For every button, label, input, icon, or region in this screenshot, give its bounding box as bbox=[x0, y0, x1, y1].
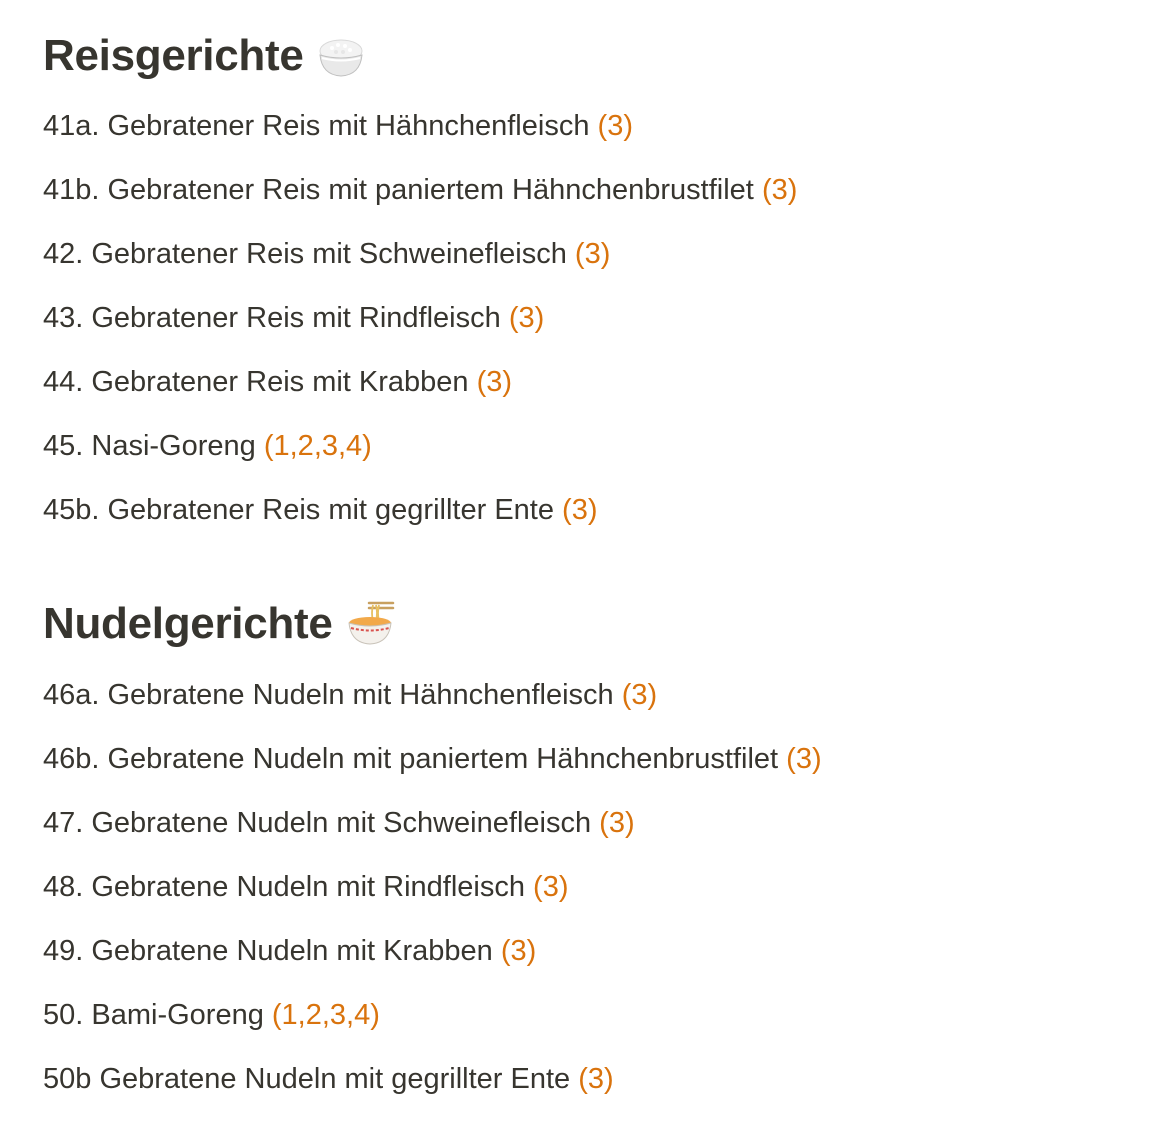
menu-item-label: 43. Gebratener Reis mit Rindfleisch bbox=[43, 302, 501, 334]
section-title-text: Reisgerichte bbox=[43, 31, 304, 80]
menu-item-label: 41a. Gebratener Reis mit Hähnchenfleisch bbox=[43, 110, 590, 142]
section-title-nudelgerichte bbox=[43, 598, 395, 650]
allergen-codes: (1,2,3,4) bbox=[263, 430, 372, 462]
allergen-codes: (1,2,3,4) bbox=[271, 999, 380, 1031]
section-title-text: Nudelgerichte bbox=[43, 599, 333, 648]
menu-item bbox=[43, 677, 657, 713]
menu-item-label: 50. Bami-Goreng bbox=[43, 999, 264, 1031]
menu-item-label: 46b. Gebratene Nudeln mit paniertem Hähnchenbrustfilet bbox=[43, 743, 779, 775]
menu-item bbox=[43, 741, 822, 777]
section-title-reisgerichte bbox=[43, 30, 366, 82]
allergen-codes: (3) bbox=[500, 935, 537, 967]
menu-item bbox=[43, 108, 633, 144]
menu-item bbox=[43, 364, 512, 400]
allergen-codes: (3) bbox=[508, 302, 545, 334]
menu-item-label: 45. Nasi-Goreng bbox=[43, 430, 256, 462]
menu-item-label: 47. Gebratene Nudeln mit Schweinefleisch bbox=[43, 807, 592, 839]
allergen-codes: (3) bbox=[599, 807, 635, 839]
menu-item bbox=[43, 805, 635, 841]
allergen-codes: (3) bbox=[786, 743, 822, 775]
menu-item-label: 46a. Gebratene Nudeln mit Hähnchenfleisch bbox=[43, 679, 614, 711]
menu-item bbox=[43, 236, 610, 272]
menu-item bbox=[43, 1061, 614, 1097]
menu-item bbox=[43, 933, 536, 969]
menu-item-label: 50b Gebratene Nudeln mit gegrillter Ente bbox=[43, 1063, 571, 1095]
menu-item-label: 45b. Gebratener Reis mit gegrillter Ente bbox=[43, 494, 554, 526]
menu-item-label: 42. Gebratener Reis mit Schweinefleisch bbox=[43, 238, 567, 270]
menu-item-label: 48. Gebratene Nudeln mit Rindfleisch bbox=[43, 871, 525, 903]
allergen-codes: (3) bbox=[574, 238, 611, 270]
menu-item bbox=[43, 869, 569, 905]
menu-item bbox=[43, 428, 372, 464]
menu-item-label: 49. Gebratene Nudeln mit Krabben bbox=[43, 935, 493, 967]
menu-item bbox=[43, 997, 380, 1033]
menu-item bbox=[43, 172, 797, 208]
allergen-codes: (3) bbox=[476, 366, 513, 398]
menu-item-label: 44. Gebratener Reis mit Krabben bbox=[43, 366, 469, 398]
menu-item bbox=[43, 300, 544, 336]
menu-item-label: 41b. Gebratener Reis mit paniertem Hähnchenbrustfilet bbox=[43, 174, 754, 206]
noodle-bowl-icon bbox=[345, 599, 395, 649]
allergen-codes: (3) bbox=[533, 871, 569, 903]
menu-item bbox=[43, 492, 598, 528]
allergen-codes: (3) bbox=[621, 679, 658, 711]
allergen-codes: (3) bbox=[578, 1063, 614, 1095]
allergen-codes: (3) bbox=[597, 110, 633, 142]
allergen-codes: (3) bbox=[761, 174, 798, 206]
allergen-codes: (3) bbox=[562, 494, 598, 526]
rice-bowl-icon bbox=[316, 31, 366, 81]
